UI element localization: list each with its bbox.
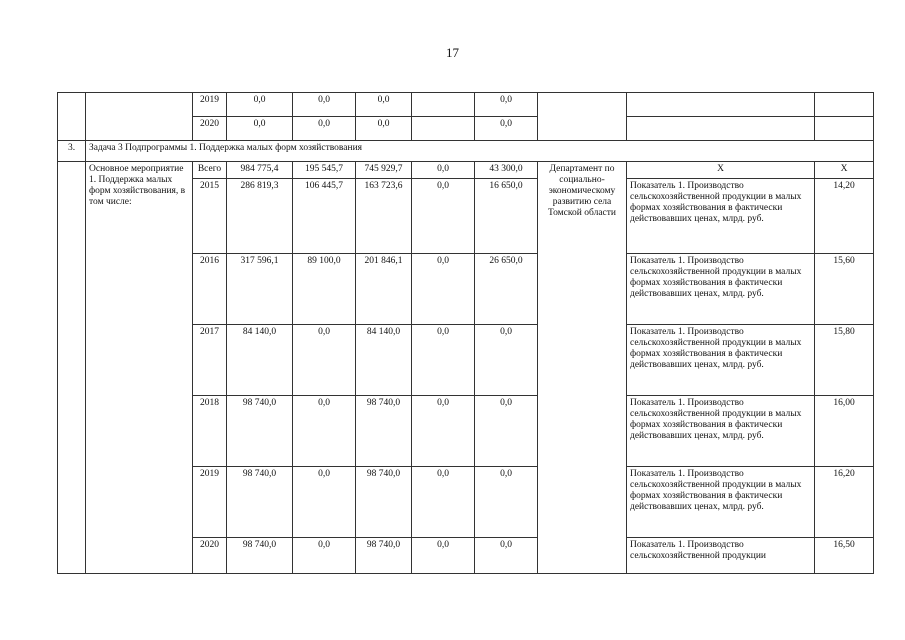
- cell-num: [58, 162, 86, 574]
- cell-col3: 0,0: [412, 538, 475, 574]
- cell-col4: 16 650,0: [475, 179, 538, 254]
- cell-value: Х: [815, 162, 874, 179]
- cell-num: [58, 93, 86, 141]
- cell-col2: 98 740,0: [356, 467, 412, 538]
- cell-col1: 106 445,7: [293, 179, 356, 254]
- cell-col2: 0,0: [356, 117, 412, 141]
- cell-col3: [412, 117, 475, 141]
- cell-value: [815, 117, 874, 141]
- cell-col2: 84 140,0: [356, 325, 412, 396]
- cell-indicator: Показатель 1. Производство сельскохозяйственной продукции в малых формах хозяйствования в фактически действовавших ценах, млрд. руб.: [627, 179, 815, 254]
- cell-value: 16,20: [815, 467, 874, 538]
- cell-year: Всего: [193, 162, 227, 179]
- cell-indicator: Показатель 1. Производство сельскохозяйственной продукции в малых формах хозяйствования в фактически действовавших ценах, млрд. руб.: [627, 325, 815, 396]
- cell-col3: 0,0: [412, 325, 475, 396]
- cell-col3: 0,0: [412, 179, 475, 254]
- cell-col2: 745 929,7: [356, 162, 412, 179]
- cell-col4: 26 650,0: [475, 254, 538, 325]
- cell-year: 2019: [193, 93, 227, 117]
- cell-col1: 0,0: [293, 93, 356, 117]
- activity-name: Основное мероприятие 1. Поддержка малых форм хозяйствования, в том числе:: [86, 162, 193, 574]
- cell-total: 98 740,0: [227, 396, 293, 467]
- cell-col4: 0,0: [475, 325, 538, 396]
- cell-year: 2020: [193, 117, 227, 141]
- cell-col1: 195 545,7: [293, 162, 356, 179]
- cell-total: 84 140,0: [227, 325, 293, 396]
- cell-col3: 0,0: [412, 254, 475, 325]
- cell-col3: 0,0: [412, 162, 475, 179]
- cell-col2: 98 740,0: [356, 538, 412, 574]
- cell-col4: 0,0: [475, 396, 538, 467]
- task-row: [58, 141, 874, 162]
- cell-indicator: Х: [627, 162, 815, 179]
- cell-col4: 0,0: [475, 117, 538, 141]
- cell-col1: 0,0: [293, 396, 356, 467]
- cell-col1: 0,0: [293, 467, 356, 538]
- cell-col4: 0,0: [475, 93, 538, 117]
- cell-total: 0,0: [227, 117, 293, 141]
- cell-indicator: Показатель 1. Производство сельскохозяйственной продукции в малых формах хозяйствования в фактически действовавших ценах, млрд. руб.: [627, 396, 815, 467]
- cell-indicator: Показатель 1. Производство сельскохозяйственной продукции: [627, 538, 815, 574]
- cell-indicator: [627, 117, 815, 141]
- cell-col2: 98 740,0: [356, 396, 412, 467]
- cell-year: 2019: [193, 467, 227, 538]
- cell-col2: 0,0: [356, 93, 412, 117]
- cell-col1: 0,0: [293, 117, 356, 141]
- cell-value: 14,20: [815, 179, 874, 254]
- cell-total: 98 740,0: [227, 538, 293, 574]
- cell-col1: 0,0: [293, 325, 356, 396]
- cell-col3: 0,0: [412, 396, 475, 467]
- task-number: 3.: [58, 141, 86, 162]
- cell-value: 16,50: [815, 538, 874, 574]
- cell-total: 317 596,1: [227, 254, 293, 325]
- table-row: [58, 93, 874, 117]
- table-row: [58, 162, 874, 179]
- cell-year: 2017: [193, 325, 227, 396]
- cell-col2: 201 846,1: [356, 254, 412, 325]
- cell-col3: [412, 93, 475, 117]
- cell-year: 2015: [193, 179, 227, 254]
- program-table: [57, 92, 874, 574]
- cell-year: 2016: [193, 254, 227, 325]
- cell-total: 286 819,3: [227, 179, 293, 254]
- cell-col1: 0,0: [293, 538, 356, 574]
- cell-value: 16,00: [815, 396, 874, 467]
- cell-col4: 43 300,0: [475, 162, 538, 179]
- cell-total: 98 740,0: [227, 467, 293, 538]
- task-title: Задача 3 Подпрограммы 1. Поддержка малых форм хозяйствования: [86, 141, 874, 162]
- page-number: 17: [446, 45, 459, 60]
- cell-col4: 0,0: [475, 538, 538, 574]
- cell-total: 984 775,4: [227, 162, 293, 179]
- cell-executor: [538, 93, 627, 141]
- cell-activity: [86, 93, 193, 141]
- cell-value: 15,60: [815, 254, 874, 325]
- cell-indicator: Показатель 1. Производство сельскохозяйственной продукции в малых формах хозяйствования в фактически действовавших ценах, млрд. руб.: [627, 467, 815, 538]
- cell-indicator: [627, 93, 815, 117]
- cell-col2: 163 723,6: [356, 179, 412, 254]
- cell-col1: 89 100,0: [293, 254, 356, 325]
- cell-col3: 0,0: [412, 467, 475, 538]
- cell-value: [815, 93, 874, 117]
- cell-indicator: Показатель 1. Производство сельскохозяйственной продукции в малых формах хозяйствования в фактически действовавших ценах, млрд. руб.: [627, 254, 815, 325]
- cell-year: 2020: [193, 538, 227, 574]
- cell-col4: 0,0: [475, 467, 538, 538]
- cell-year: 2018: [193, 396, 227, 467]
- activity-executor: Департамент по социально-экономическому развитию села Томской области: [538, 162, 627, 574]
- cell-value: 15,80: [815, 325, 874, 396]
- cell-total: 0,0: [227, 93, 293, 117]
